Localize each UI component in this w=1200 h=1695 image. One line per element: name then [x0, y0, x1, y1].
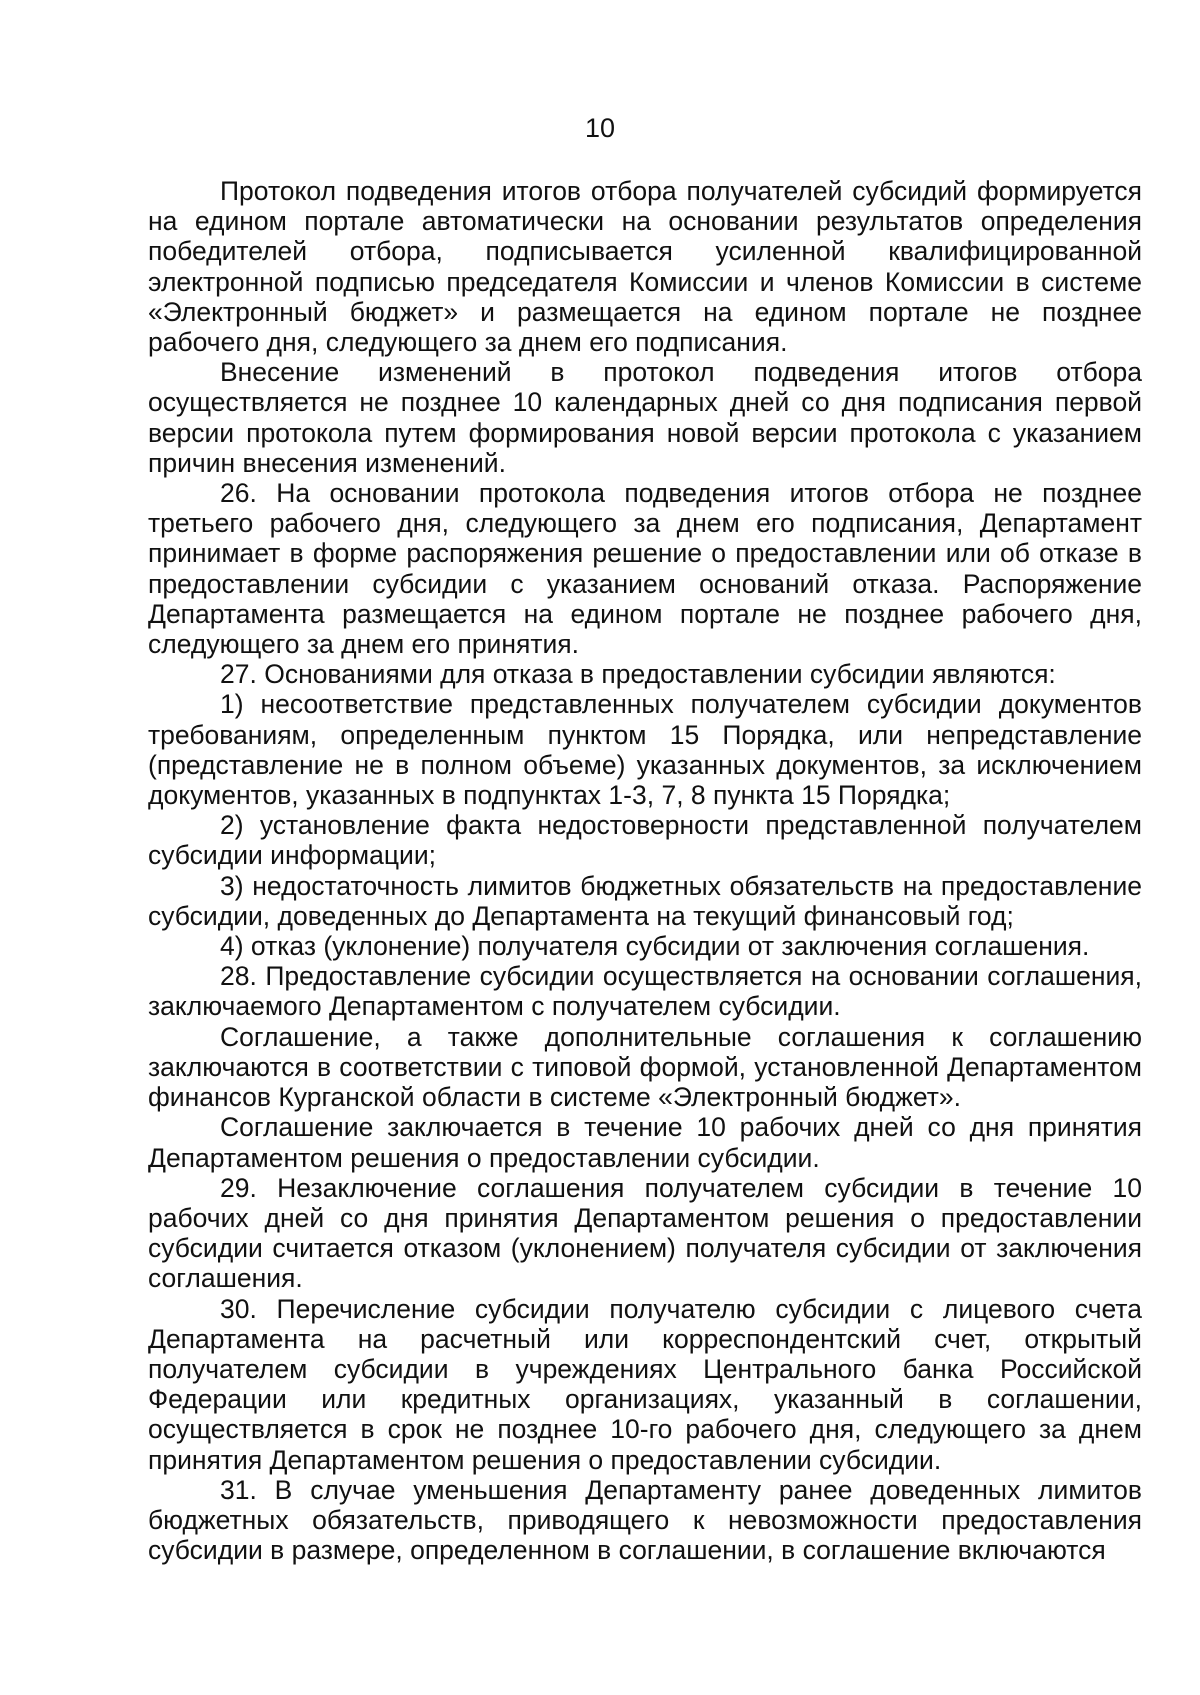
paragraph-26: 26. На основании протокола подведения итогов отбора не позднее третьего рабочего дня, следующего за днем его подписания, Департамент принимает в форме распоряжения решение о предоставлении или об отказе в предоставлении субсидии с указанием оснований отказа. Распоряжение Департамента размещается на едином портале не позднее рабочего дня, следующего за днем его принятия. [148, 478, 1142, 660]
paragraph-28-agreement-term: Соглашение заключается в течение 10 рабочих дней со дня принятия Департаментом решения о предоставлении субсидии. [148, 1112, 1142, 1173]
paragraph-31: 31. В случае уменьшения Департаменту ранее доведенных лимитов бюджетных обязательств, приводящего к невозможности предоставления субсидии в размере, определенном в соглашении, в соглашение включаются [148, 1474, 1142, 1566]
paragraph-protocol-formation: Протокол подведения итогов отбора получателей субсидий формируется на едином портале автоматически на основании результатов определения победителей отбора, подписывается усиленной квалифицированной электронной подписью председателя Комиссии и членов Комиссии в системе «Электронный бюджет» и размещается на едином портале не позднее рабочего дня, следующего за днем его подписания. [148, 176, 1142, 358]
paragraph-protocol-changes: Внесение изменений в протокол подведения итогов отбора осуществляется не позднее 10 календарных дней со дня подписания первой версии протокола путем формирования новой версии протокола с указанием причин внесения изменений. [148, 357, 1142, 478]
paragraph-30: 30. Перечисление субсидии получателю субсидии с лицевого счета Департамента на расчетный или корреспондентский счет, открытый получателем субсидии в учреждениях Центрального банка Российской Федерации или кредитных организациях, указанный в соглашении, осуществляется в срок не позднее 10-го рабочего дня, следующего за днем принятия Департаментом решения о предоставлении субсидии. [148, 1293, 1142, 1475]
paragraph-27: 27. Основаниями для отказа в предоставлении субсидии являются: [220, 659, 1056, 690]
paragraph-29: 29. Незаключение соглашения получателем субсидии в течение 10 рабочих дней со дня принятия Департаментом решения о предоставлении субсидии считается отказом (уклонением) получателя субсидии от заключения соглашения. [148, 1172, 1142, 1294]
paragraph-27-item-4: 4) отказ (уклонение) получателя субсидии от заключения соглашения. [220, 931, 1090, 962]
paragraph-27-item-3: 3) недостаточность лимитов бюджетных обязательств на предоставление субсидии, доведенных до Департамента на текущий финансовый год; [148, 870, 1142, 931]
paragraph-27-item-1: 1) несоответствие представленных получателем субсидии документов требованиям, определенным пунктом 15 Порядка, или непредставление (представление не в полном объеме) указанных документов, за исключением документов, указанных в подпунктах 1-3, 7, 8 пункта 15 Порядка; [148, 689, 1142, 811]
page-number: 10 [584, 113, 616, 143]
paragraph-27-item-2: 2) установление факта недостоверности представленной получателем субсидии информации; [148, 810, 1142, 871]
paragraph-28-agreement-form: Соглашение, а также дополнительные соглашения к соглашению заключаются в соответствии с типовой формой, установленной Департаментом финансов Курганской области в системе «Электронный бюджет». [148, 1021, 1142, 1113]
paragraph-28: 28. Предоставление субсидии осуществляется на основании соглашения, заключаемого Департаментом с получателем субсидии. [148, 961, 1142, 1022]
document-body [148, 176, 1142, 1565]
